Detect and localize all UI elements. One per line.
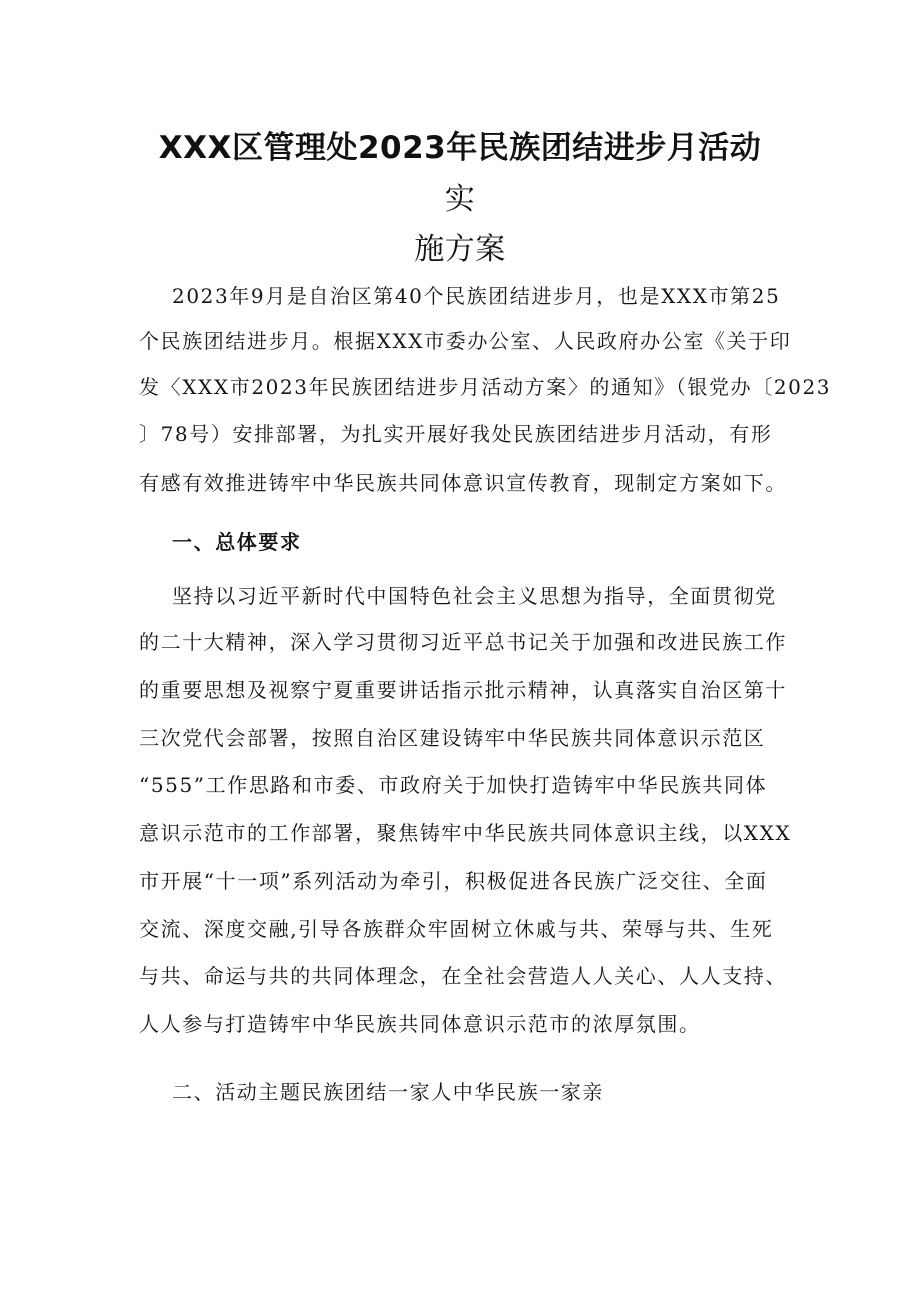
section-1-heading: 一、总体要求	[172, 530, 302, 554]
section-1-line-4: 三次党代会部署，按照自治区建设铸牢中华民族共同体意识示范区	[139, 726, 766, 750]
section-1-line-8: 交流、深度交融,引导各族群众牢固树立休戚与共、荣辱与共、生死	[139, 917, 774, 941]
document-title-line-1	[0, 122, 920, 167]
intro-line-1: 2023年9月是自治区第40个民族团结进步月，也是XXX市第25	[172, 284, 781, 308]
intro-line-3: 发〈XXX市2023年民族团结进步月活动方案〉的通知》（银党办〔2023	[139, 375, 832, 399]
section-1-line-10: 人人参与打造铸牢中华民族共同体意识示范市的浓厚氛围。	[139, 1012, 701, 1036]
section-1-line-6: 意识示范市的工作部署，聚焦铸牢中华民族共同体意识主线，以XXX	[139, 821, 792, 845]
document-title-line-2: 施方案	[414, 232, 506, 267]
intro-line-4: 〕78号）安排部署，为扎实开展好我处民族团结进步月活动，有形	[139, 422, 773, 446]
section-2-heading: 二、活动主题民族团结一家人中华民族一家亲	[172, 1080, 604, 1104]
section-1-line-5: “555”工作思路和市委、市政府关于加快打造铸牢中华民族共同体	[139, 773, 768, 797]
intro-line-5: 有感有效推进铸牢中华民族共同体意识宣传教育，现制定方案如下。	[139, 471, 787, 495]
section-1-line-1: 坚持以习近平新时代中国特色社会主义思想为指导，全面贯彻党	[172, 584, 777, 608]
document-title-line-1-wrap: 实	[444, 182, 476, 217]
section-1-line-7: 市开展“十一项”系列活动为牵引，积极促进各民族广泛交往、全面	[139, 869, 768, 893]
section-1-line-3: 的重要思想及视察宁夏重要讲话指示批示精神，认真落实自治区第十	[139, 678, 787, 702]
section-1-line-2: 的二十大精神，深入学习贯彻习近平总书记关于加强和改进民族工作	[139, 630, 787, 654]
section-1-line-9: 与共、命运与共的共同体理念，在全社会营造人人关心、人人支持、	[139, 964, 787, 988]
title-part-a: XXX区管理处2023年民族团结进步月活动	[158, 130, 762, 166]
intro-line-2: 个民族团结进步月。根据XXX市委办公室、人民政府办公室《关于印	[139, 329, 792, 353]
